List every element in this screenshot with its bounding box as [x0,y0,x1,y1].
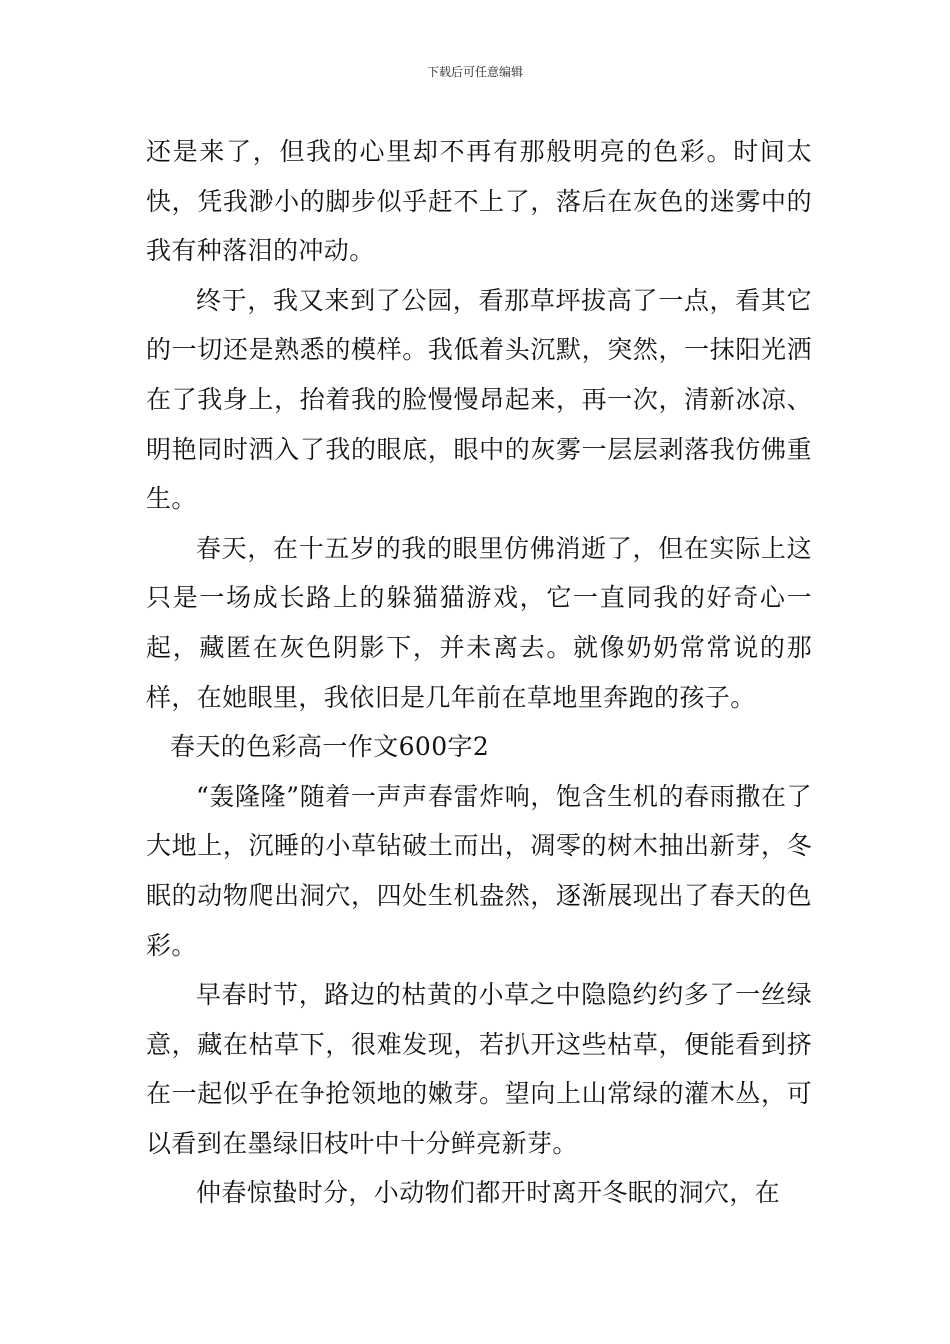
essay-subtitle: 春天的色彩高一作文600字2 [170,732,490,762]
page-header-note: 下载后可任意编辑 [426,65,523,79]
paragraph: “轰隆隆”随着一声声春雷炸响，饱含生机的春雨撒在了大地上，沉睡的小草钻破土而出，凋零的树木抽出新芽，冬眠的动物爬出洞穴，四处生机盎然，逐渐展现出了春天的色彩。 [146,781,812,960]
document-body [146,127,812,1218]
paragraph: 早春时节，路边的枯黄的小草之中隐隐约约多了一丝绿意，藏在枯草下，很难发现，若扒开这些枯草，便能看到挤在一起似乎在争抢领地的嫩芽。望向上山常绿的灌木丛，可以看到在墨绿旧枝叶中十分鲜亮新芽。 [146,980,812,1158]
paragraph: 终于，我又来到了公园，看那草坪拔高了一点，看其它的一切还是熟悉的模样。我低着头沉默，突然，一抹阳光洒在了我身上，抬着我的脸慢慢昂起来，再一次，清新冰凉、明艳同时洒入了我的眼底，眼中的灰雾一层层剥落我仿佛重生。 [146,285,812,514]
paragraph-continued: 还是来了，但我的心里却不再有那般明亮的色彩。时间太快，凭我渺小的脚步似乎赶不上了，落后在灰色的迷雾中的我有种落泪的冲动。 [146,137,812,266]
paragraph: 春天，在十五岁的我的眼里仿佛消逝了，但在实际上这只是一场成长路上的躲猫猫游戏，它一直同我的好奇心一起，藏匿在灰色阴影下，并未离去。就像奶奶常常说的那样，在她眼里，我依旧是几年前在草地里奔跑的孩子。 [146,533,812,712]
paragraph-truncated: 仲春惊蛰时分，小动物们都开时离开冬眠的洞穴，在 [196,1178,781,1208]
